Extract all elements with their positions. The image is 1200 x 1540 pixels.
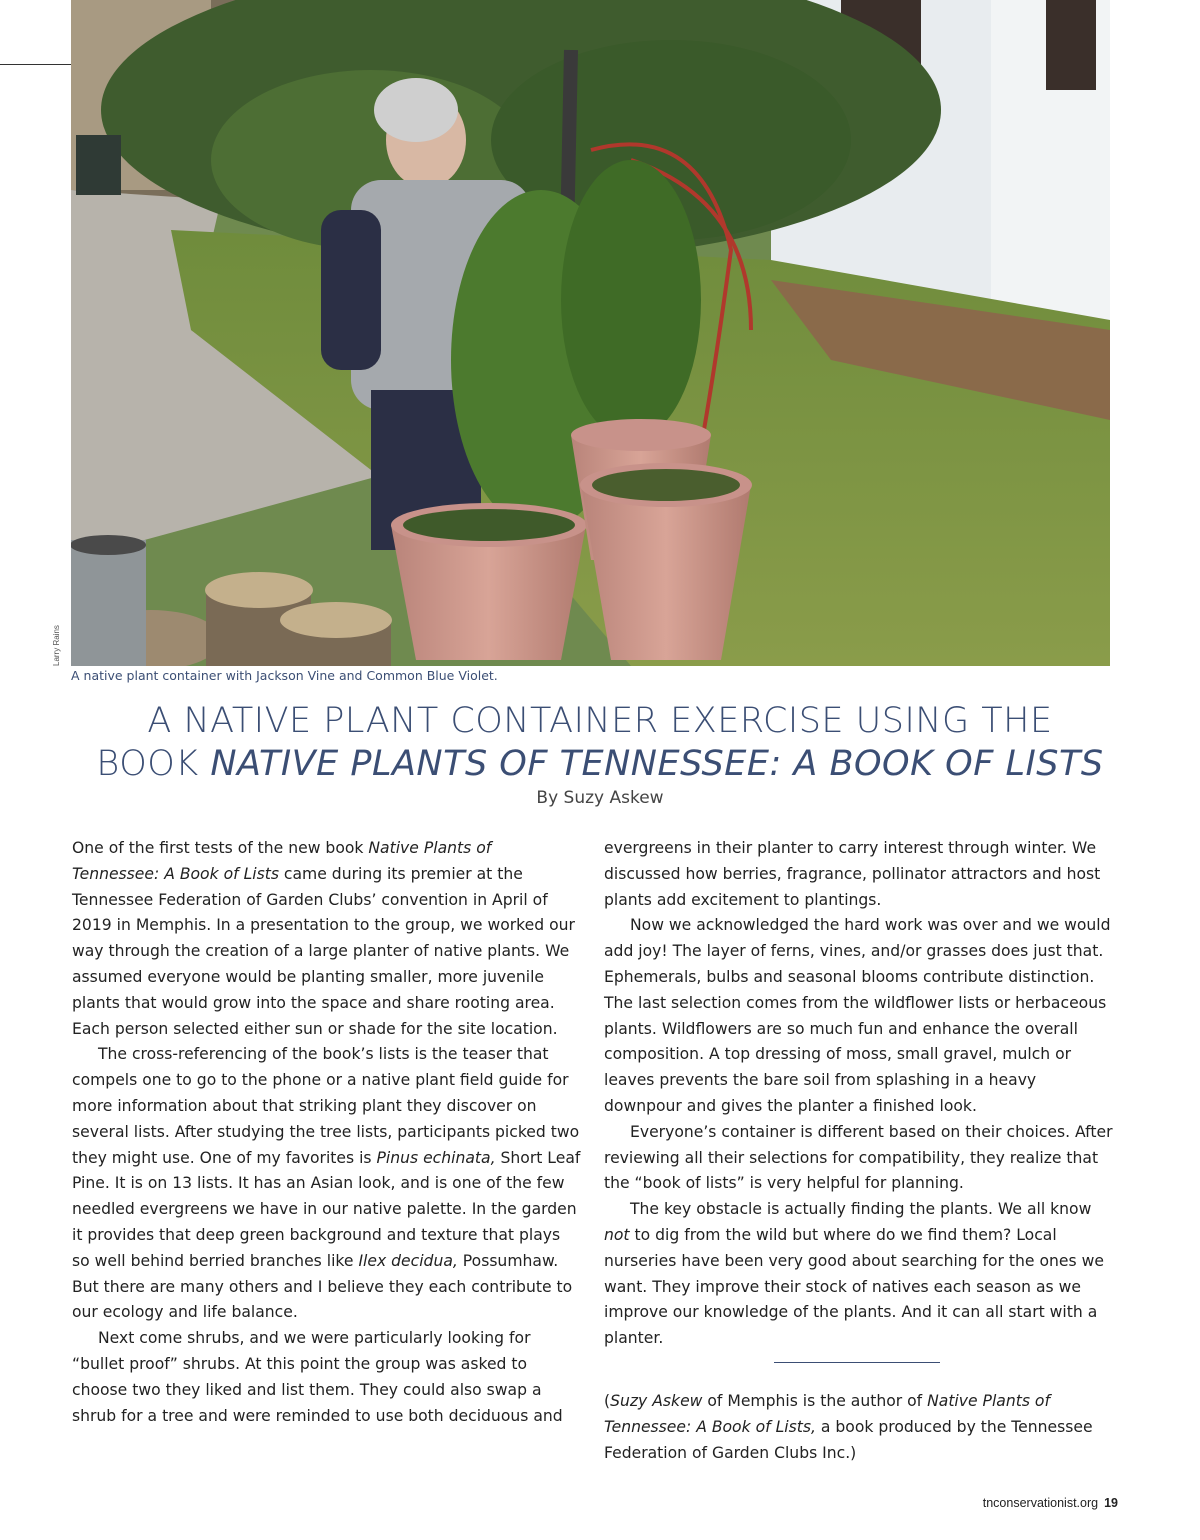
section-divider bbox=[774, 1362, 940, 1363]
paragraph-3-start: Next come shrubs, and we were particularly looking for “bullet proof” shrubs. At this point the group was asked to choose two they liked and list them. They could also swap a shrub for a tree and were reminded to use both deciduous and bbox=[72, 1329, 563, 1425]
paragraph-2: The cross-referencing of the book’s lists is the teaser that compels one to go to the phone or a native plant field guide for more information about that striking plant they discover on several lists. After studying the tree lists, participants picked two they might use. One of my favorites is Pinus echinata, Short Leaf Pine. It is on 13 lists. It has an Asian look, and is one of the few needled evergreens we have in our native palette. In the garden it provides that deep green background and texture that plays so well behind berried branches like Ilex decidua, Possumhaw. But there are many others and I believe they each contribute to our ecology and life balance. bbox=[72, 1045, 581, 1322]
author-note: (Suzy Askew of Memphis is the author of Native Plants of Tennessee: A Book of Lists, a book produced by the Tennessee Federation of Garden Clubs Inc.) bbox=[604, 1391, 1093, 1462]
article-photo bbox=[71, 0, 1110, 666]
page-footer bbox=[983, 1496, 1118, 1510]
article-column-left bbox=[72, 836, 582, 1429]
paragraph-1: One of the first tests of the new book Native Plants of Tennessee: A Book of Lists came during its premier at the Tennessee Federation of Garden Clubs’ convention in April of 2019 in Memphis. In a presentation to the group, we worked our way through the creation of a large planter of native plants. We assumed everyone would be planting smaller, more juvenile plants that would grow into the space and share rooting area. Each person selected either sun or shade for the site location. bbox=[72, 839, 575, 1038]
article-title bbox=[0, 700, 1200, 786]
title-line-2 bbox=[0, 743, 1200, 786]
photo-credit: Larry Rains bbox=[52, 625, 61, 666]
title-line-2-plain: BOOK bbox=[96, 744, 211, 784]
paragraph-6: The key obstacle is actually finding the plants. We all know not to dig from the wild but where do we find them? Local nurseries have been very good about searching for the ones we want. They improve their stock of natives each season as we improve our knowledge of the plants. And it can all start with a planter. bbox=[604, 1200, 1104, 1348]
paragraph-4: Now we acknowledged the hard work was over and we would add joy! The layer of ferns, vines, and/or grasses does just that. Ephemerals, bulbs and seasonal blooms contribute distinction. The last selection comes from the wildflower lists or herbaceous plants. Wildflowers are so much fun and enhance the overall composition. A top dressing of moss, small gravel, mulch or leaves prevents the bare soil from splashing in a heavy downpour and gives the planter a finished look. bbox=[604, 916, 1111, 1115]
footer-site: tnconservationist.org bbox=[982, 1496, 1099, 1510]
title-book-name: NATIVE PLANTS OF TENNESSEE: A BOOK OF LISTS bbox=[210, 744, 1104, 784]
paragraph-3-end: evergreens in their planter to carry interest through winter. We discussed how berries, fragrance, pollinator attractors and host plants add excitement to plantings. bbox=[604, 839, 1101, 909]
photo-caption: A native plant container with Jackson Vine and Common Blue Violet. bbox=[71, 668, 498, 683]
paragraph-5: Everyone’s container is different based on their choices. After reviewing all their selections for compatibility, they realize that the “book of lists” is very helpful for planning. bbox=[604, 1122, 1113, 1193]
top-left-rule bbox=[0, 64, 72, 65]
byline: By Suzy Askew bbox=[536, 788, 664, 808]
page-number: 19 bbox=[1104, 1496, 1118, 1510]
title-line-1: A NATIVE PLANT CONTAINER EXERCISE USING THE bbox=[147, 701, 1053, 741]
article-column-right bbox=[604, 836, 1116, 1466]
garden-photo-illustration bbox=[71, 0, 1110, 666]
